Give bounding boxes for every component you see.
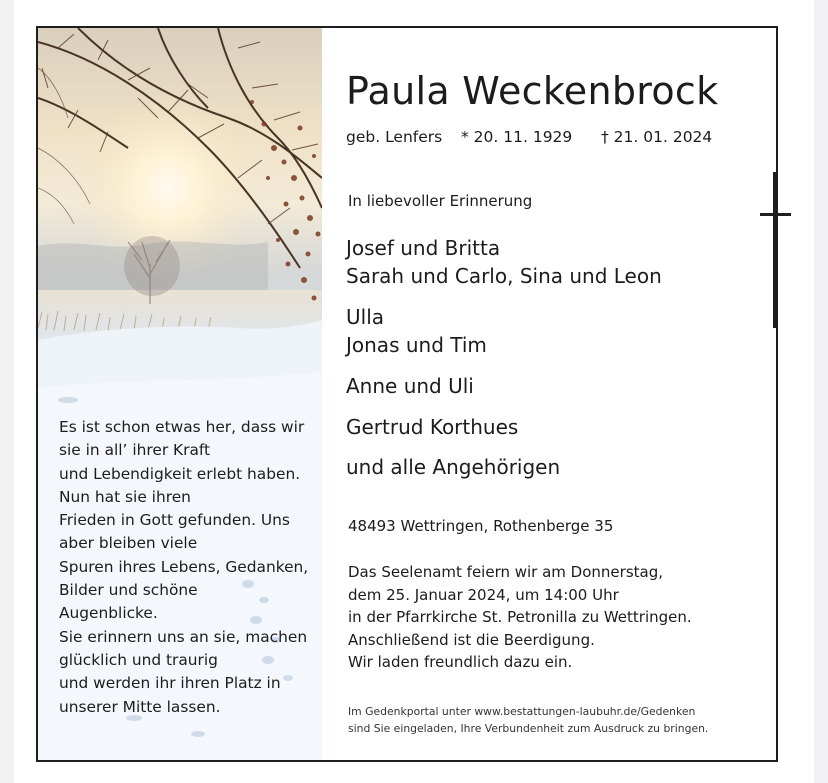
birth-date: * 20. 11. 1929 [461,128,573,146]
service-info [348,561,692,674]
family-line: Ulla [346,305,385,329]
deceased-name: Paula Weckenbrock [346,69,719,113]
family-line: Jonas und Tim [346,333,487,357]
poem-line: Bilder und schöne [59,581,198,600]
portal-line: sind Sie eingeladen, Ihre Verbundenheit zum Ausdruck zu bringen. [348,722,709,735]
cross-icon [773,172,777,328]
poem-line: Sie erinnern uns an sie, machen [59,627,308,646]
poem-line: und Lebendigkeit erlebt haben. [59,464,301,483]
memorial-portal-note [348,703,708,737]
poem-line: glücklich und traurig [59,650,218,669]
death-date: † 21. 01. 2024 [601,128,713,146]
service-line: Wir laden freundlich dazu ein. [348,653,573,672]
poem-line: aber bleiben viele [59,534,198,553]
service-line: dem 25. Januar 2024, um 14:00 Uhr [348,585,619,604]
obituary-card [36,26,778,762]
poem-line: Frieden in Gott gefunden. Uns [59,511,290,530]
winter-sunset-photo [38,28,322,760]
address-line: 48493 Wettringen, Rothenberge 35 [348,517,614,535]
poem-line: Spuren ihres Lebens, Gedanken, [59,557,309,576]
cross-icon-bar [760,213,791,216]
family-line: Gertrud Korthues [346,415,519,439]
service-line: in der Pfarrkirche St. Petronilla zu Wettringen. [348,608,692,627]
poem-text [59,416,319,719]
poem-line: unserer Mitte lassen. [59,697,221,716]
cross-tab [736,153,776,343]
family-line: Josef und Britta [346,236,501,260]
maiden-name: geb. Lenfers [346,128,443,146]
poem-line: Es ist schon etwas her, dass wir [59,418,305,436]
service-line: Anschließend ist die Beerdigung. [348,630,595,649]
portal-line: Im Gedenkportal unter www.bestattungen-laubuhr.de/Gedenken [348,705,696,718]
memory-line: In liebevoller Erinnerung [348,192,533,210]
poem-line: und werden ihr ihren Platz in [59,674,281,693]
family-line: Anne und Uli [346,374,474,398]
poem-line: sie in all’ ihrer Kraft [59,441,211,460]
family-line: und alle Angehörigen [346,455,561,479]
poem-line: Nun hat sie ihren [59,487,191,506]
family-line: Sarah und Carlo, Sina und Leon [346,264,662,288]
poem-line: Augenblicke. [59,604,158,623]
service-line: Das Seelenamt feiern wir am Donnerstag, [348,563,663,581]
